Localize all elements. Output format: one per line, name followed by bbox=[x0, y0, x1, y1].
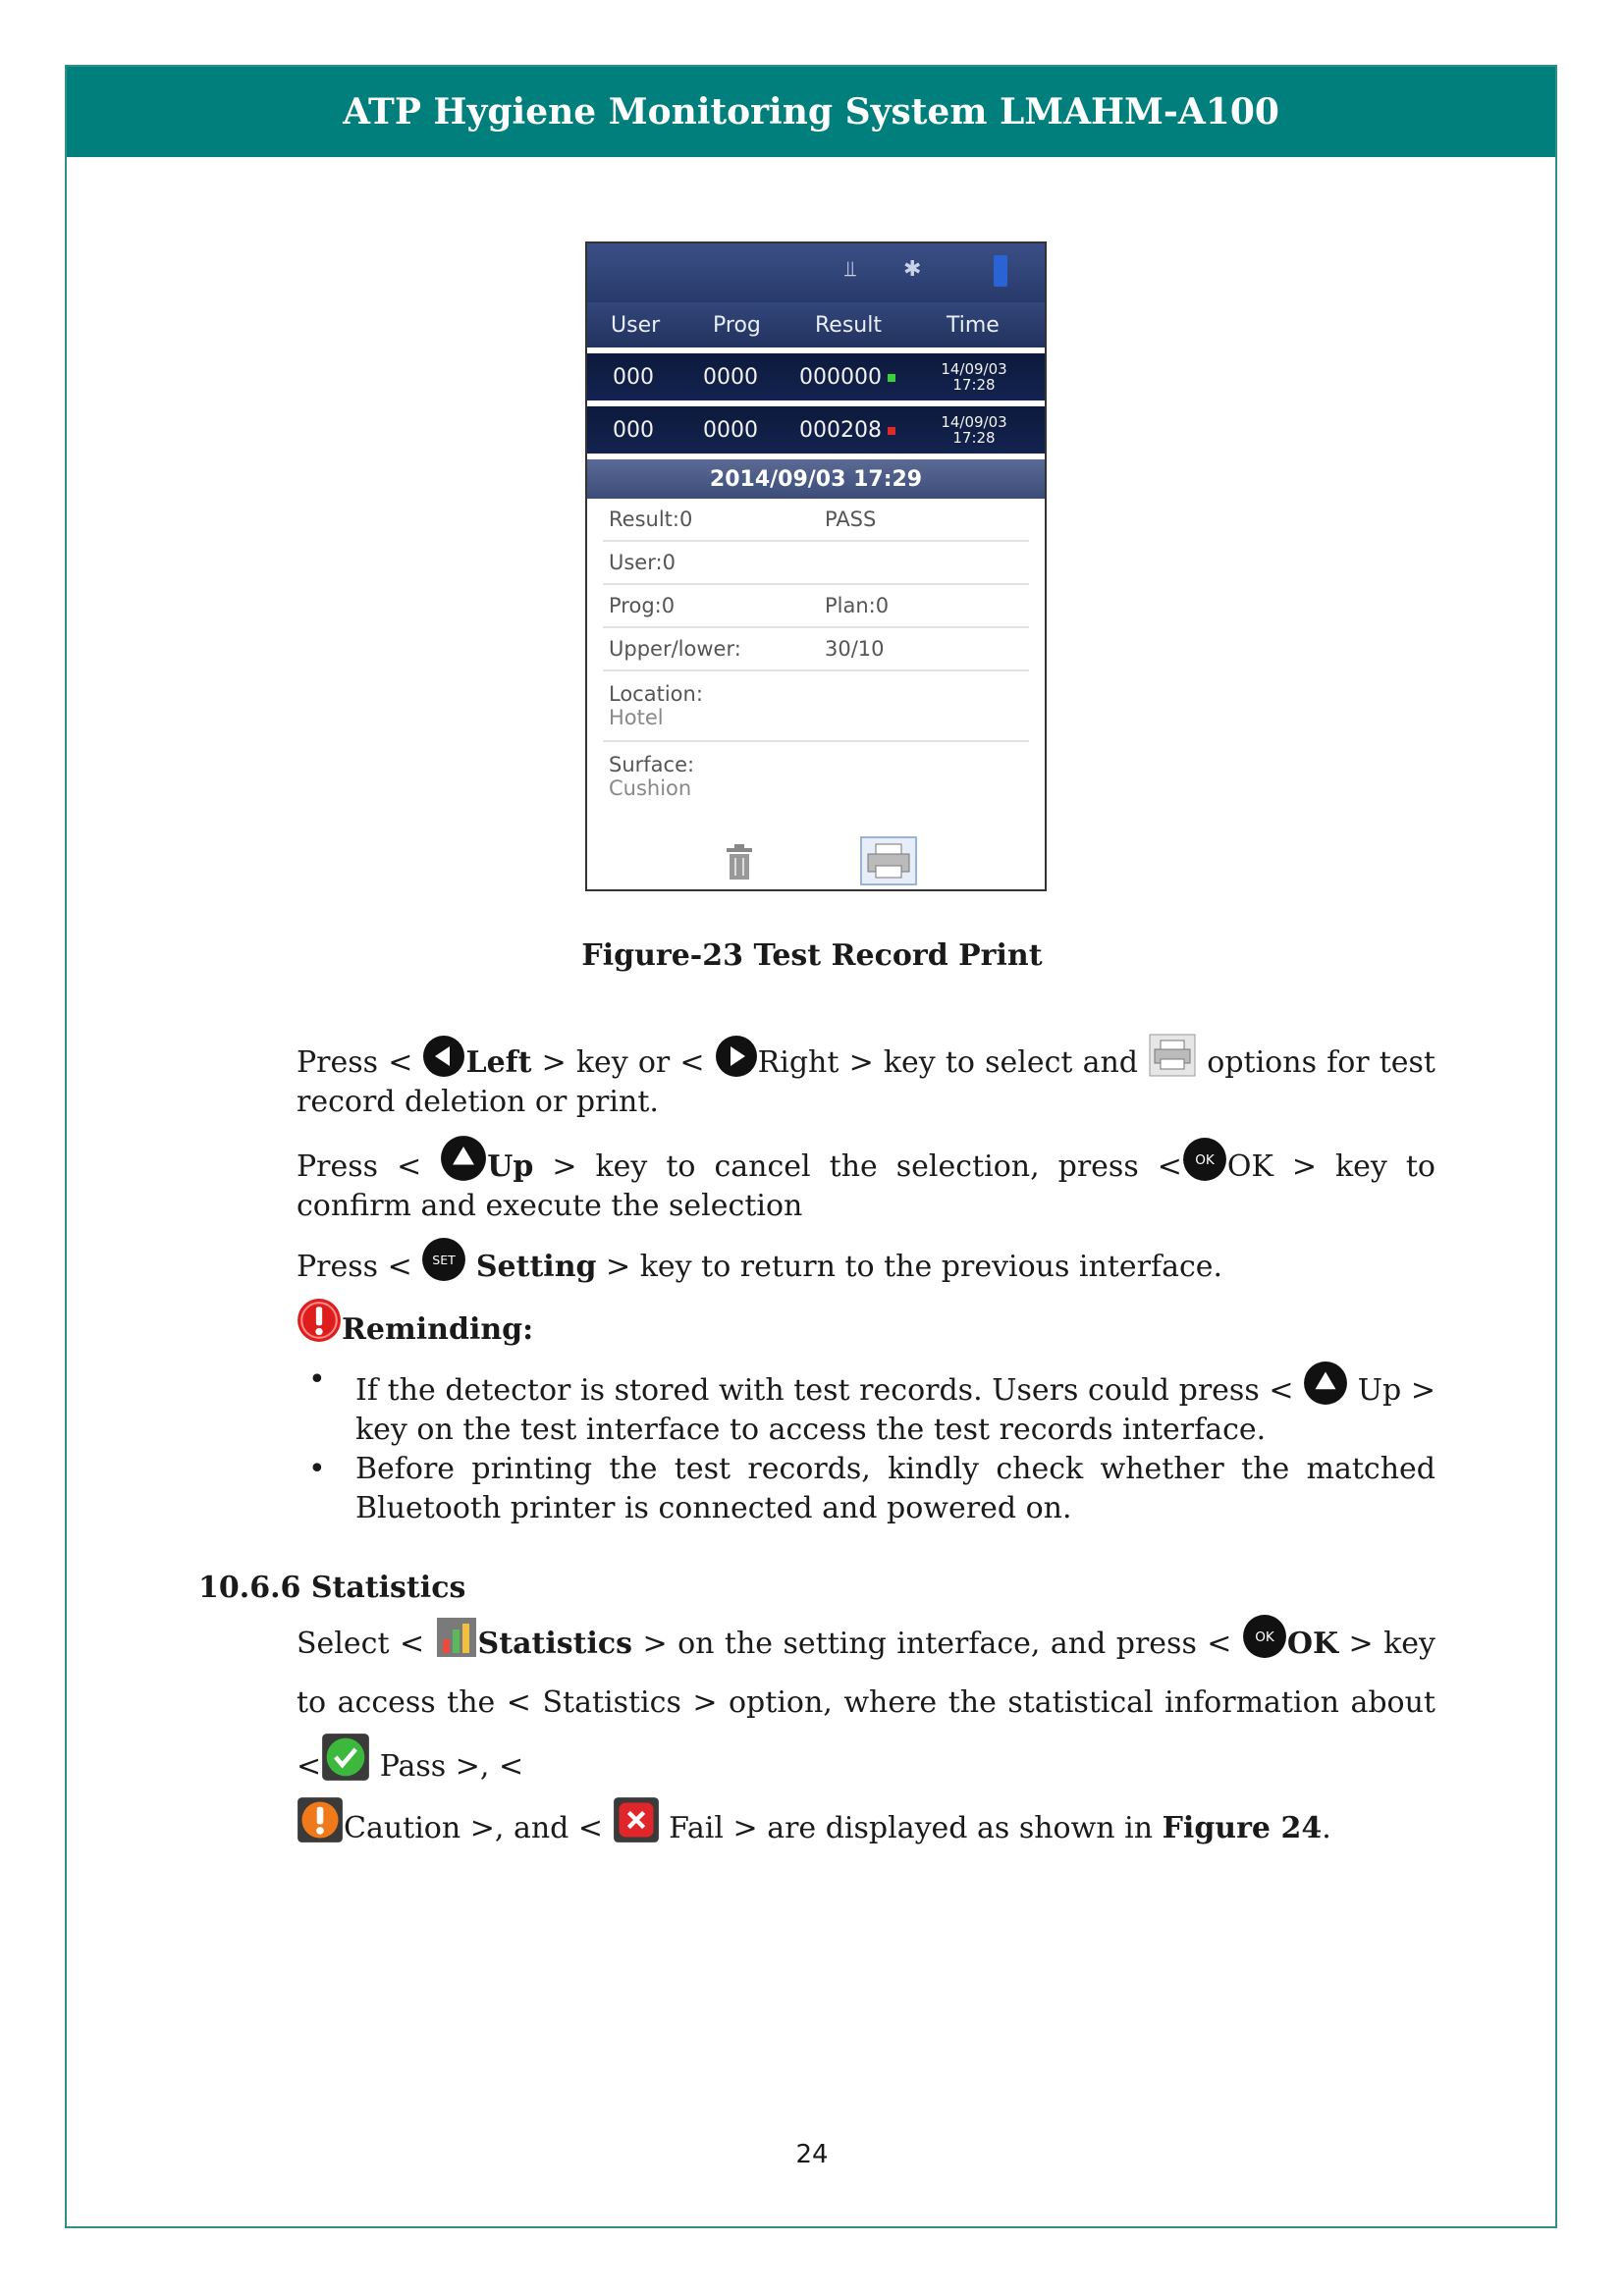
col-user: User bbox=[611, 312, 661, 338]
trash-icon[interactable] bbox=[725, 842, 754, 881]
record-table-header bbox=[587, 302, 1045, 347]
ok-key-icon bbox=[1242, 1614, 1287, 1659]
paragraph-statistics: Select < Statistics > on the setting interface, and press < OK OK > key to access the < Statistics > option, where the statistical information about < Pass >, < Caution >, and < Fail > are displayed as shown in Figure 24. bbox=[297, 1614, 1435, 1858]
col-result: Result bbox=[815, 312, 882, 338]
pass-icon bbox=[321, 1733, 370, 1782]
status-indicator bbox=[888, 374, 895, 382]
battery-icon bbox=[994, 255, 1007, 287]
svg-text:OK: OK bbox=[1195, 1152, 1215, 1169]
table-row[interactable] bbox=[587, 406, 1045, 454]
printer-button[interactable] bbox=[860, 836, 917, 885]
device-action-bar bbox=[587, 832, 1045, 889]
list-item: • If the detector is stored with test records. Users could press < Up > key on the test interface to access the test records interface. bbox=[297, 1361, 1435, 1450]
device-status-bar bbox=[587, 243, 1045, 302]
record-user: 000 bbox=[613, 417, 654, 443]
page-number: 24 bbox=[795, 2140, 829, 2169]
section-heading: 10.6.6 Statistics bbox=[198, 1571, 466, 1605]
figure-caption: Figure-23 Test Record Print bbox=[581, 938, 1043, 973]
statistics-icon bbox=[435, 1616, 478, 1659]
page-header bbox=[67, 67, 1555, 157]
status-indicator bbox=[888, 427, 895, 435]
printer-icon bbox=[862, 838, 915, 883]
detail-result-label: Result:0 bbox=[609, 507, 693, 531]
paragraph-up-ok: Press < Up > key to cancel the selection, press < OK OK > key to confirm and execute the selection bbox=[297, 1135, 1435, 1226]
up-key-icon bbox=[1303, 1361, 1348, 1406]
list-item: • Before printing the test records, kindly check whether the matched Bluetooth printer is connected and powered on. bbox=[297, 1450, 1435, 1528]
left-key-icon bbox=[422, 1035, 465, 1078]
detail-prog-label: Prog:0 bbox=[609, 594, 676, 617]
record-time: 17:28 bbox=[952, 429, 996, 447]
detail-plan-label: Plan:0 bbox=[825, 594, 890, 617]
ok-key-icon bbox=[1182, 1137, 1227, 1182]
printer-icon bbox=[1148, 1033, 1197, 1078]
record-date: 14/09/03 bbox=[941, 413, 1007, 431]
detail-location-label: Location: bbox=[609, 682, 703, 706]
set-key-icon bbox=[421, 1237, 466, 1282]
record-result: 000000 bbox=[799, 364, 882, 390]
right-key-icon bbox=[715, 1035, 758, 1078]
reminding-heading: Reminding: bbox=[297, 1298, 1435, 1350]
table-row[interactable] bbox=[587, 353, 1045, 400]
bluetooth-icon: ✱ bbox=[903, 257, 922, 282]
warning-icon bbox=[297, 1298, 342, 1343]
record-time: 17:28 bbox=[952, 376, 996, 394]
detail-result-value: PASS bbox=[825, 507, 877, 531]
record-user: 000 bbox=[613, 364, 654, 390]
detail-user-label: User:0 bbox=[609, 551, 676, 574]
record-result: 000208 bbox=[799, 417, 882, 443]
record-details bbox=[587, 499, 1045, 811]
fail-icon bbox=[613, 1796, 660, 1843]
paragraph-setting: Press < SET Setting > key to return to the previous interface. bbox=[297, 1237, 1435, 1287]
detail-upper-lower-label: Upper/lower: bbox=[609, 637, 741, 661]
detail-surface-value: Cushion bbox=[609, 776, 692, 800]
svg-text:SET: SET bbox=[432, 1253, 457, 1268]
usb-icon: ⫫ bbox=[844, 257, 857, 282]
reminding-list bbox=[297, 1361, 1435, 1528]
record-date: 14/09/03 bbox=[941, 360, 1007, 378]
col-time: Time bbox=[947, 312, 1000, 338]
detail-location-value: Hotel bbox=[609, 706, 664, 729]
paragraph-left-right: Press < Left > key or < Right > key to select and options for test record deletion or print. bbox=[297, 1033, 1435, 1122]
detail-surface-label: Surface: bbox=[609, 753, 695, 776]
record-prog: 0000 bbox=[703, 364, 758, 390]
record-prog: 0000 bbox=[703, 417, 758, 443]
device-screenshot bbox=[585, 241, 1047, 891]
selected-datetime: 2014/09/03 17:29 bbox=[587, 459, 1045, 499]
svg-text:OK: OK bbox=[1255, 1629, 1274, 1646]
header-title: ATP Hygiene Monitoring System LMAHM-A100 bbox=[343, 91, 1279, 133]
col-prog: Prog bbox=[713, 312, 761, 338]
up-key-icon bbox=[440, 1135, 487, 1182]
detail-upper-lower-value: 30/10 bbox=[825, 637, 885, 661]
caution-icon bbox=[297, 1796, 344, 1843]
